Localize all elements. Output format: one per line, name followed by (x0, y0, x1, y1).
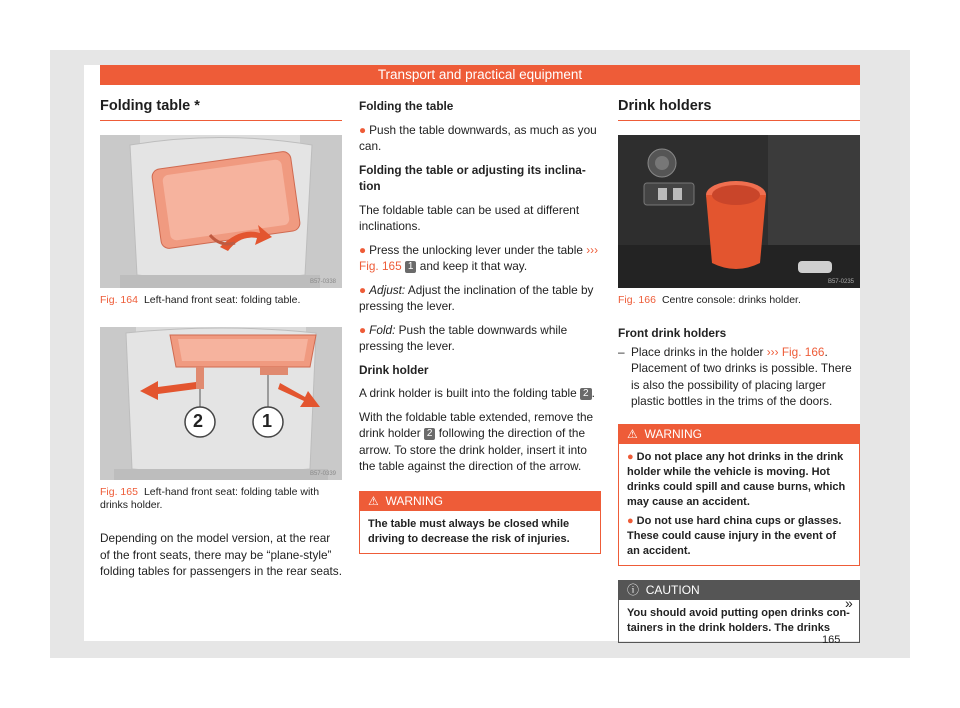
figure-number: Fig. 164 (100, 294, 138, 306)
fold-step: ● Push the table downwards, as much as you can. (359, 122, 597, 153)
holder-text-2: With the foldable table extended, remove the drink holder 2 following the direction of the arrow. To store the drink holder, insert it into the table against the direction of the arrow. (359, 409, 594, 473)
figure-164 (100, 135, 342, 288)
callout-badge: 1 (405, 261, 417, 273)
intro-text: Depending on the model version, at the rear of the front seats, there may be “plane-style” folding tables for passengers in the rear seats. (100, 531, 342, 578)
figure-number: Fig. 166 (618, 294, 656, 306)
warning-header: ⚠ WARNING (619, 425, 859, 444)
adjust-intro: The foldable table can be used at different inclinations. (359, 202, 580, 233)
warning-box (359, 491, 601, 554)
caption-text: Left-hand front seat: folding table. (143, 294, 301, 306)
warning-box (618, 424, 860, 566)
left-column (100, 98, 342, 580)
image-code: B57-0235 (827, 279, 854, 285)
figure-165-caption (100, 486, 342, 512)
image-code: B57-0339 (309, 471, 336, 477)
figure-ref[interactable]: ››› Fig. 166 (766, 344, 825, 359)
adjust-heading: Folding the table or adjusting its inclina- tion (359, 162, 586, 193)
caption-text: Left-hand front seat: folding table with drinks holder. (100, 486, 320, 511)
page-number: 165 (822, 634, 841, 646)
warning-text: The table must always be closed while driving to decrease the risk of injuries. (368, 517, 570, 545)
warning-text: ● Do not place any hot drinks in the drink holder while the vehicle is moving. Hot drinks could spill and cause burns, which may cause an accident. ● Do not use hard china cups or glasses. These could cause injury in the event of an accident. (627, 450, 846, 557)
adjust-step-3: ● Fold: Push the table downwards while pressing the lever. (359, 322, 568, 353)
centre-console-illustration (618, 135, 860, 288)
holder-text: A drink holder is built into the folding table 2 . (359, 386, 595, 400)
callout-badge: 2 (580, 388, 592, 400)
holder-heading: Drink holder (359, 362, 429, 377)
figure-165 (100, 327, 342, 480)
figure-166-caption (618, 294, 860, 307)
warning-icon: ⚠ (368, 493, 379, 508)
right-column (618, 98, 860, 643)
figure-number: Fig. 165 (100, 486, 138, 498)
caution-text: You should avoid putting open drinks con- tainers in the drink holders. The drinks (627, 606, 850, 634)
front-holders-item: – Place drinks in the holder ››› Fig. 166. Placement of two drinks is possible. There is also the possibility of placing larger plastic bottles in the trims of the doors. (618, 344, 852, 408)
front-holders-heading: Front drink holders (618, 326, 727, 340)
caption-text: Centre console: drinks holder. (661, 294, 801, 306)
callout-2: 2 (193, 411, 204, 431)
adjust-step-1: ● Press the unlocking lever under the table ››› Fig. 165 1 and keep it that way. (359, 242, 599, 273)
figure-ref[interactable]: ››› Fig. 165 (359, 242, 599, 273)
warning-header: ⚠ WARNING (360, 492, 600, 511)
adjust-step-2: ● Adjust: Adjust the inclination of the table by pressing the lever. (359, 282, 594, 313)
seat-table-holder-illustration (100, 327, 342, 480)
folding-table-heading: Folding table * (100, 98, 342, 121)
front-holders-section (618, 325, 860, 410)
callout-badge: 2 (424, 428, 436, 440)
callout-1: 1 (262, 411, 273, 431)
seat-table-illustration (100, 135, 342, 288)
middle-column (359, 98, 601, 554)
drink-holders-heading: Drink holders (618, 98, 860, 121)
caution-header: ⓘ CAUTION (619, 581, 859, 600)
warning-icon: ⚠ (627, 426, 638, 441)
figure-166 (618, 135, 860, 288)
section-banner: Transport and practical equipment (100, 65, 860, 85)
continue-marker: » (845, 595, 853, 611)
image-code: B57-0338 (309, 279, 336, 285)
info-icon: ⓘ (627, 582, 640, 597)
figure-164-caption (100, 294, 342, 307)
fold-heading: Folding the table (359, 99, 454, 113)
